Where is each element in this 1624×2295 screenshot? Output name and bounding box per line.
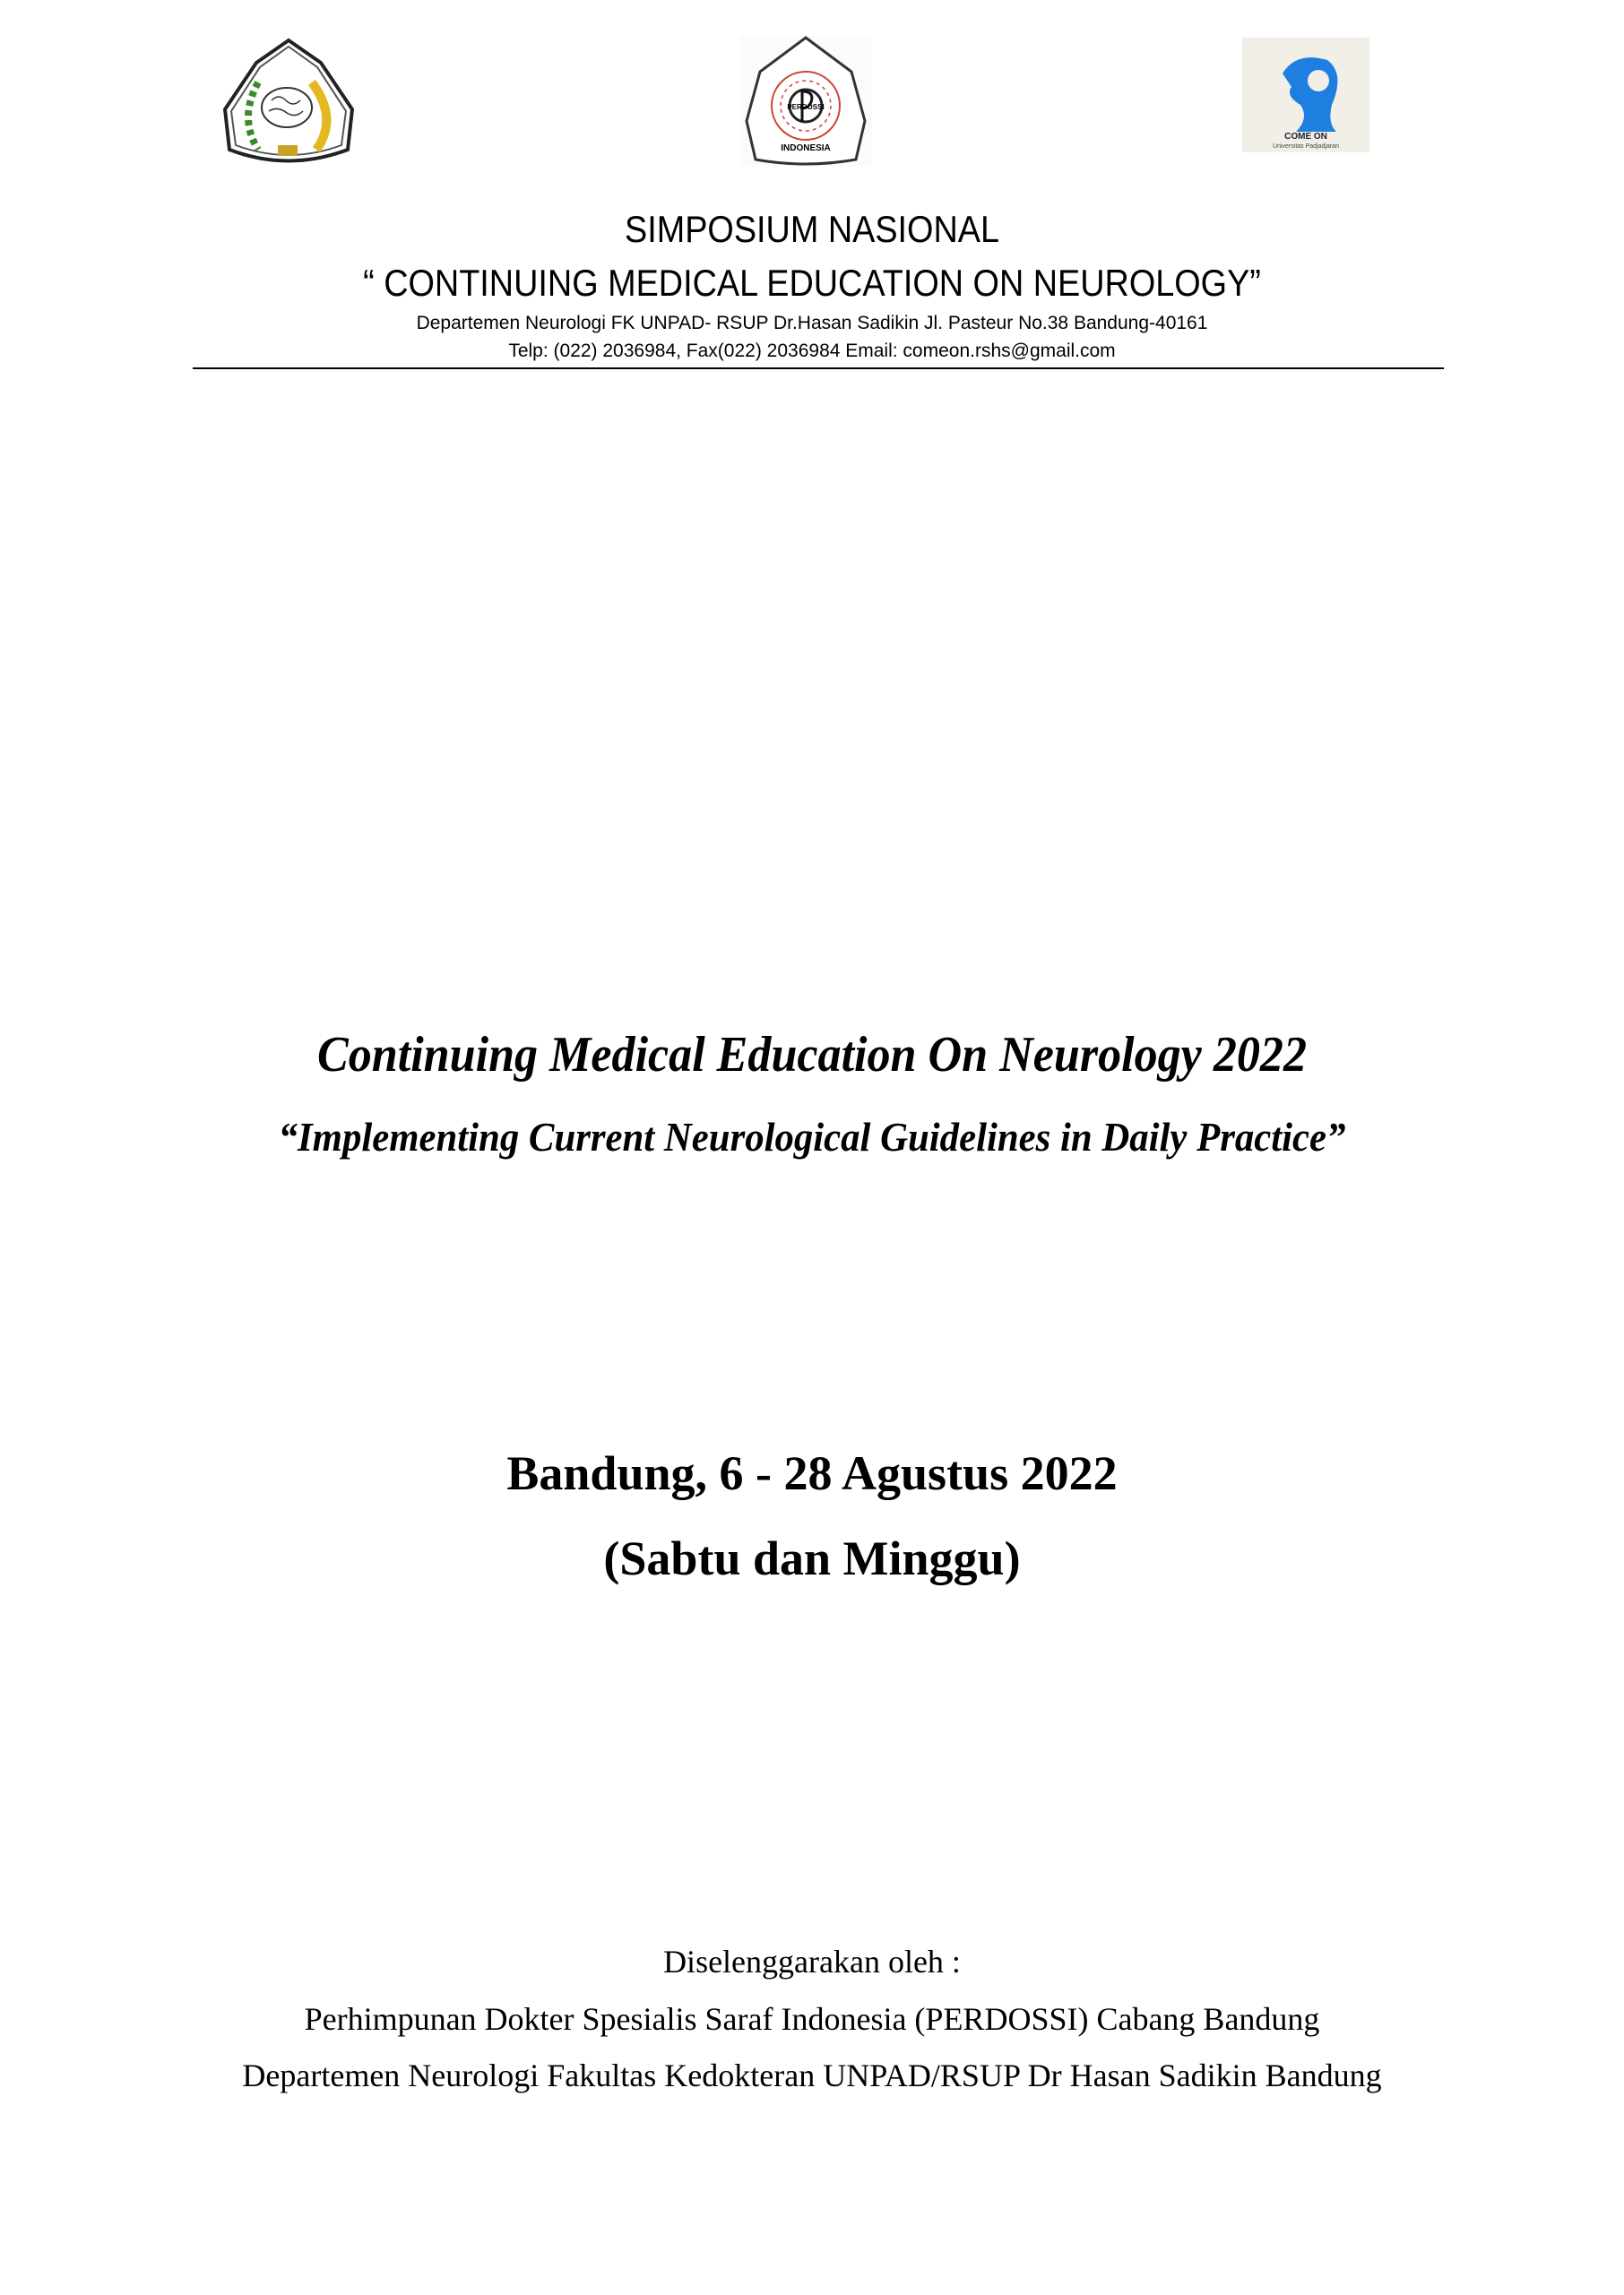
organizer-item: Perhimpunan Dokter Spesialis Saraf Indonesia (PERDOSSI) Cabang Bandung: [304, 2001, 1320, 2037]
header-divider: [193, 367, 1444, 369]
svg-text:PERDOSSI: PERDOSSI: [787, 103, 825, 111]
svg-text:Universitas Padjadjaran: Universitas Padjadjaran: [1273, 143, 1339, 150]
event-date: Bandung, 6 - 28 Agustus 2022: [506, 1446, 1118, 1500]
header-title: SIMPOSIUM NASIONAL: [625, 208, 999, 250]
kspn-logo: [222, 38, 355, 168]
header-contact: Telp: (022) 2036984, Fax(022) 2036984 Email: comeon.rshs@gmail.com: [508, 341, 1116, 361]
come-on-logo: [1242, 38, 1369, 152]
event-days: (Sabtu dan Minggu): [603, 1531, 1021, 1585]
perdossi-logo: [739, 36, 872, 166]
svg-text:COME ON: COME ON: [1284, 132, 1327, 142]
event-theme: “Implementing Current Neurological Guidelines in Daily Practice”: [278, 1114, 1346, 1160]
event-title: Continuing Medical Education On Neurology 2022: [317, 1027, 1307, 1083]
svg-text:INDONESIA: INDONESIA: [781, 143, 831, 153]
header-subtitle: “ CONTINUING MEDICAL EDUCATION ON NEUROLOGY”: [363, 262, 1261, 304]
organizer-item: Departemen Neurologi Fakultas Kedokteran UNPAD/RSUP Dr Hasan Sadikin Bandung: [242, 2058, 1382, 2093]
organizers-label: Diselenggarakan oleh :: [663, 1944, 961, 1980]
header-address: Departemen Neurologi FK UNPAD- RSUP Dr.Hasan Sadikin Jl. Pasteur No.38 Bandung-40161: [416, 313, 1208, 333]
